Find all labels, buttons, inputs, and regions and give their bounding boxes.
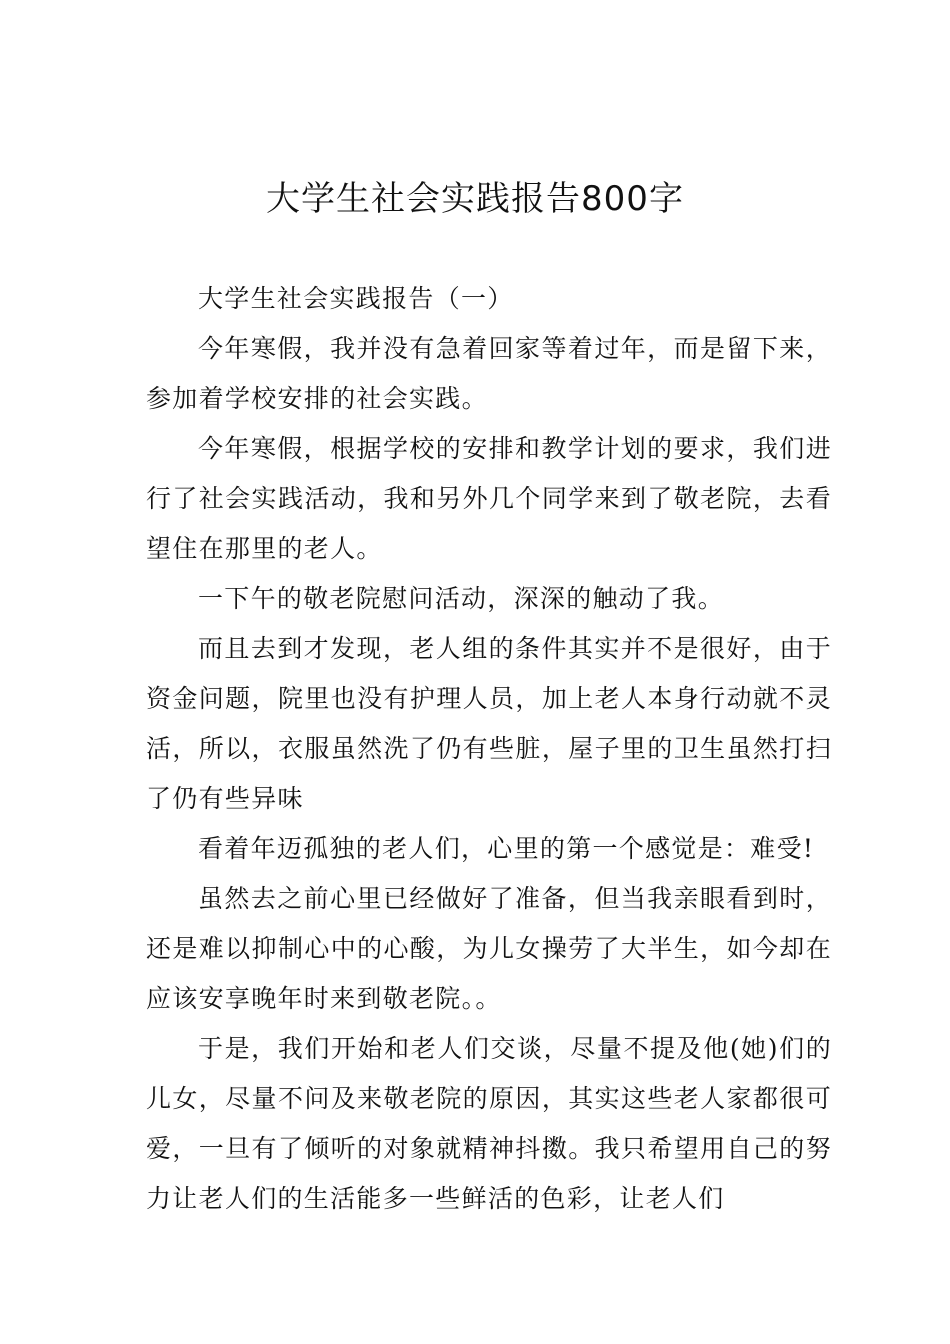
paragraph: 而且去到才发现，老人组的条件其实并不是很好，由于资金问题，院里也没有护理人员，加上老人本身行动就不灵活，所以，衣服虽然洗了仍有些脏，屋子里的卫生虽然打扫了仍有些异味	[146, 634, 832, 813]
document-body	[146, 274, 832, 1224]
paragraph: 于是，我们开始和老人们交谈，尽量不提及他(她)们的儿女，尽量不问及来敬老院的原因，其实这些老人家都很可爱，一旦有了倾听的对象就精神抖擞。我只希望用自己的努力让老人们的生活能多一些鲜活的色彩，让老人们	[146, 1034, 832, 1213]
document-title: 大学生社会实践报告800字	[266, 179, 684, 219]
paragraph: 虽然去之前心里已经做好了准备，但当我亲眼看到时，还是难以抑制心中的心酸，为儿女操劳了大半生，如今却在应该安享晚年时来到敬老院。。	[146, 884, 832, 1013]
paragraph: 看着年迈孤独的老人们，心里的第一个感觉是：难受!	[198, 834, 815, 863]
paragraph: 一下午的敬老院慰问活动，深深的触动了我。	[198, 584, 725, 613]
paragraph-subtitle: 大学生社会实践报告（一）	[198, 284, 514, 313]
paragraph: 今年寒假，我并没有急着回家等着过年，而是留下来，参加着学校安排的社会实践。	[146, 334, 832, 413]
paragraph: 今年寒假，根据学校的安排和教学计划的要求，我们进行了社会实践活动，我和另外几个同学来到了敬老院，去看望住在那里的老人。	[146, 434, 832, 563]
